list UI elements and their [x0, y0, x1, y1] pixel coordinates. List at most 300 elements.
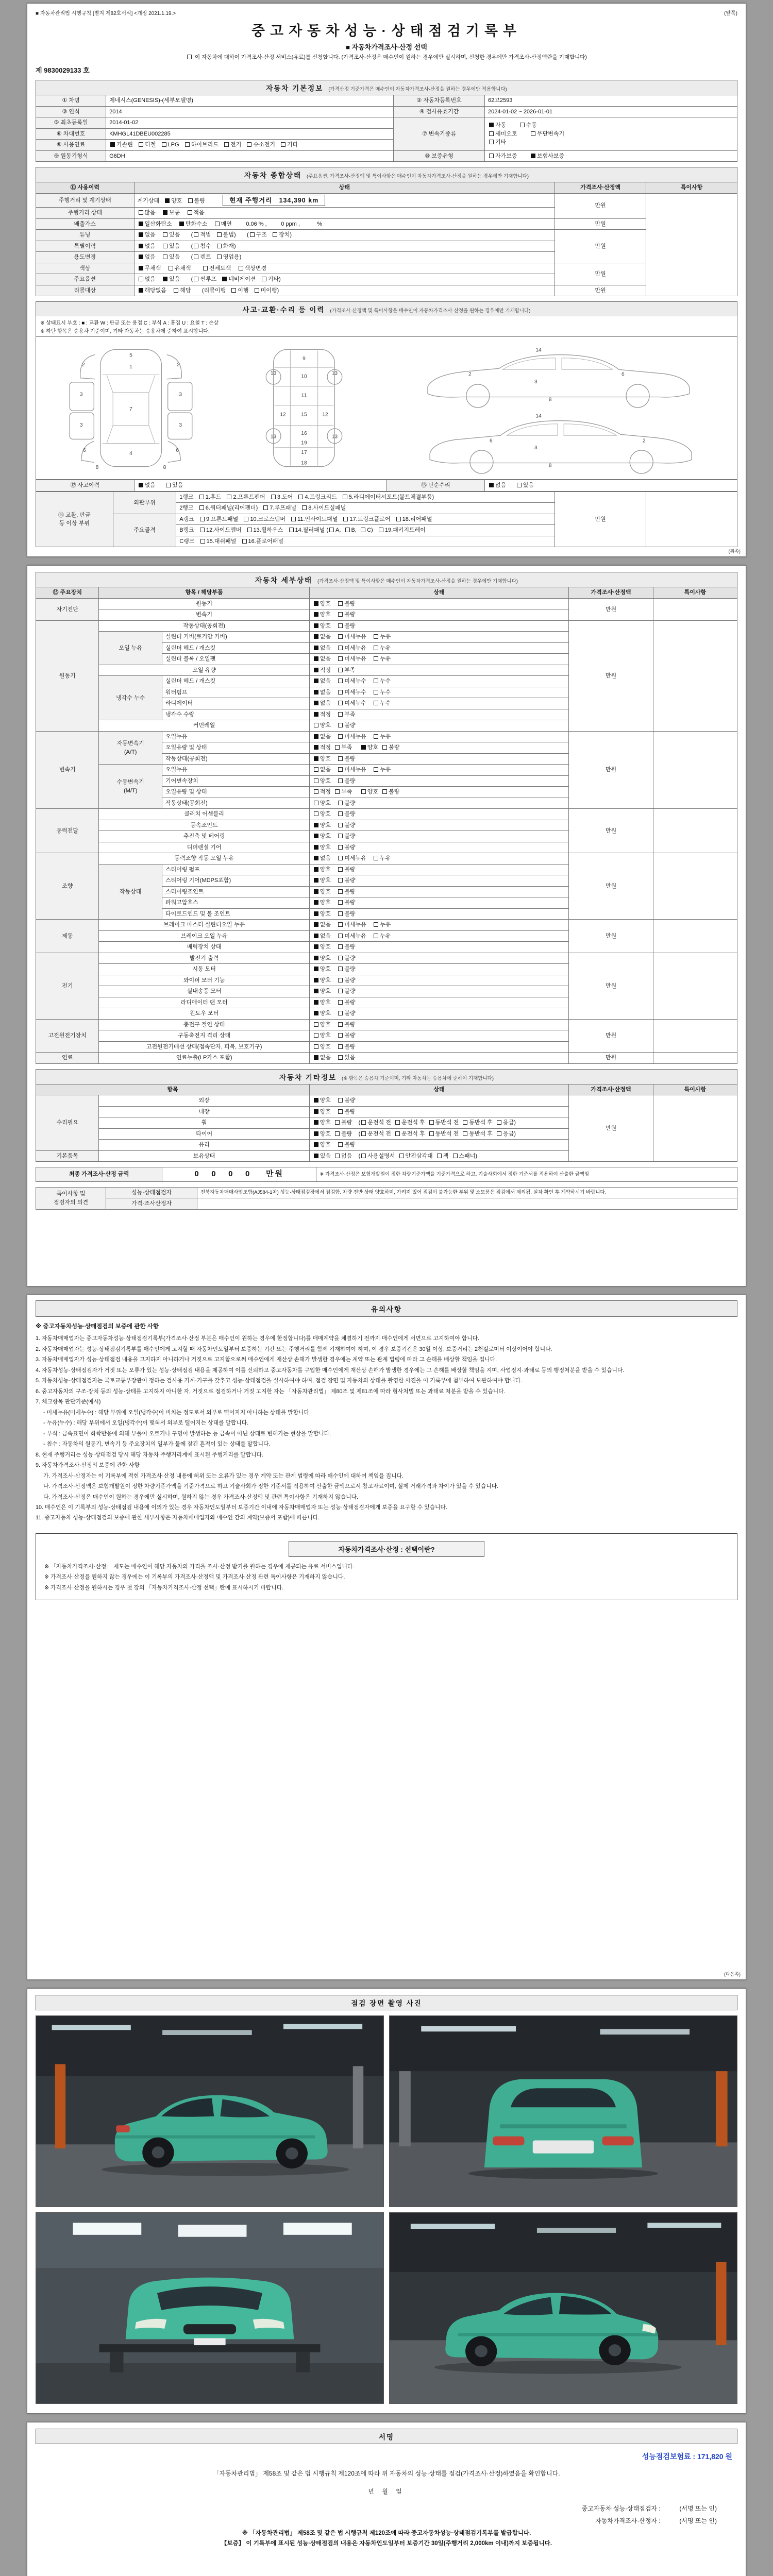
cell: 양호 불량: [309, 953, 569, 964]
etc-info-table: [36, 1084, 737, 1162]
cell: 고전원전기장치: [36, 1019, 99, 1053]
checkbox[interactable]: [217, 232, 222, 237]
checkbox[interactable]: [239, 266, 243, 270]
checkbox[interactable]: [163, 210, 167, 215]
checkbox[interactable]: [338, 823, 343, 827]
checkbox[interactable]: [374, 690, 378, 694]
checkbox[interactable]: [314, 845, 318, 850]
cell: 자기진단: [36, 598, 99, 620]
checkbox[interactable]: [335, 1131, 340, 1136]
checkbox[interactable]: [517, 483, 522, 487]
notice-item: 가. 가격조사·산정자는 이 기록부에 적힌 가격조사·산정 내용에 허위 또는 오류가 있는 경우 계약 또는 관계 법령에 따라 매수인에 대하여 책임을 집니다.: [36, 1472, 404, 1479]
checkbox[interactable]: [224, 142, 229, 147]
table-row: [36, 587, 737, 599]
checkbox[interactable]: [335, 789, 340, 794]
cell: ① 차명: [36, 95, 106, 107]
page-4: [27, 1988, 746, 2414]
checkbox[interactable]: [314, 723, 318, 727]
diagram-part-number: 3: [179, 392, 182, 398]
diagram-part-number: 3: [179, 422, 182, 429]
checkbox[interactable]: [163, 244, 167, 248]
price-survey-info-lines: [36, 1562, 737, 1592]
checkbox[interactable]: [497, 1120, 501, 1125]
checkbox[interactable]: [247, 528, 252, 532]
checkbox[interactable]: [395, 1120, 400, 1125]
notice-item: 8. 현재 주행거리는 성능·상태점검 당시 해당 자동차 주행거리계에 표시된 주행거리를 말합니다.: [36, 1451, 263, 1458]
checkbox[interactable]: [314, 734, 318, 739]
checkbox[interactable]: [314, 668, 318, 672]
cell: 없음 미세누수 누수: [309, 687, 569, 698]
document-title: 중고자동차성능·상태점검기록부: [251, 23, 522, 39]
checkbox[interactable]: [139, 483, 143, 487]
checkbox[interactable]: [289, 528, 294, 532]
inspector-seal-label: (서명 또는 인): [679, 2505, 717, 2513]
cell: 62고2593: [485, 95, 737, 107]
checkbox[interactable]: [242, 539, 247, 544]
cell: 없음 있음: [485, 480, 737, 492]
checkbox[interactable]: [338, 900, 343, 905]
checkbox[interactable]: [314, 911, 318, 916]
checkbox[interactable]: [314, 745, 318, 750]
page-3: [27, 1295, 746, 1980]
checkbox[interactable]: [374, 934, 378, 938]
checkbox[interactable]: [374, 701, 378, 705]
checkbox[interactable]: [335, 745, 340, 750]
checkbox[interactable]: [338, 646, 343, 650]
checkbox[interactable]: [314, 1120, 318, 1125]
checkbox[interactable]: [162, 142, 166, 147]
diagram-part-number: 6: [176, 448, 179, 454]
checkbox[interactable]: [314, 811, 318, 816]
checkbox[interactable]: [217, 244, 222, 248]
checkbox[interactable]: [139, 232, 143, 237]
cell: 만원: [555, 193, 646, 218]
checkbox[interactable]: [244, 517, 248, 521]
checkbox[interactable]: [374, 922, 378, 927]
car-diagram-underbody: [227, 342, 381, 474]
cell: 특이사항 및 점검자의 의견: [36, 1187, 106, 1209]
cell: 작동상태(공회전): [99, 620, 309, 632]
checkbox[interactable]: [314, 789, 318, 794]
checkbox[interactable]: [379, 528, 383, 532]
diagram-part-number: 9: [303, 356, 306, 362]
checkbox[interactable]: [215, 222, 220, 226]
checkbox[interactable]: [338, 1142, 343, 1147]
checkbox[interactable]: [314, 834, 318, 838]
checkbox[interactable]: [338, 944, 343, 949]
notice-item: 10. 매수인은 이 기록부의 성능·상태점검 내용에 이의가 있는 경우 자동차인도일부터 보증기간 이내에 자동차매매업자 또는 성능·상태점검자에게 보증을 요구할 수 있습니다.: [36, 1504, 447, 1511]
inspection-photo-4-image: [390, 2213, 737, 2403]
overall-condition-table: [36, 182, 737, 296]
checkbox[interactable]: [463, 1120, 467, 1125]
checkbox[interactable]: [200, 539, 205, 544]
cell: 구동축전지 격리 상태: [99, 1030, 309, 1042]
checkbox[interactable]: [361, 528, 365, 532]
cell: 유리: [99, 1140, 309, 1151]
checkbox[interactable]: [314, 679, 318, 683]
cell: 일산화탄소 탄화수소 매연 0.06 % , 0 ppm , %: [134, 218, 555, 230]
section-note-overall: (주요옵션, 가격조사·산정액 및 특이사항은 매수인이 자동차가격조사·산정을 원하는 경우에만 기재합니다): [307, 174, 529, 179]
checkbox[interactable]: [314, 967, 318, 971]
cell: 양호 불량: [309, 809, 569, 820]
checkbox[interactable]: [194, 232, 198, 237]
checkbox[interactable]: [489, 483, 494, 487]
checkbox[interactable]: [520, 123, 525, 127]
checkbox[interactable]: [497, 1131, 501, 1136]
checkbox[interactable]: [329, 528, 334, 532]
checkbox[interactable]: [314, 623, 318, 628]
checkbox[interactable]: [338, 889, 343, 894]
checkbox[interactable]: [338, 612, 343, 617]
checkbox[interactable]: [139, 222, 143, 226]
cell: B랭크 12.사이드멤버 13.휠하우스 14.필러패널 ( A, B, C) 19.패키지트레이: [176, 525, 555, 536]
checkbox[interactable]: [374, 656, 378, 661]
cell: 실린더 헤드 / 개스킷: [162, 676, 309, 687]
checkbox[interactable]: [361, 745, 366, 750]
checkbox[interactable]: [338, 911, 343, 916]
checkbox[interactable]: [338, 634, 343, 639]
table-row: [36, 285, 737, 296]
cell: 브레이크 오일 누유: [99, 930, 309, 942]
checkbox[interactable]: [314, 646, 318, 650]
cell: 없음 미세누유 누유: [309, 654, 569, 665]
sign-row-inspector: [56, 2504, 717, 2513]
diagram-part-number: 17: [301, 450, 307, 456]
checkbox[interactable]: [338, 601, 343, 606]
checkbox[interactable]: [338, 712, 343, 717]
checkbox[interactable]: [489, 131, 494, 136]
checkbox[interactable]: [255, 288, 259, 293]
checkbox[interactable]: [314, 944, 318, 949]
checkbox[interactable]: [429, 1120, 434, 1125]
section-note-accident: (가격조사·산정액 및 특이사항은 매수인이 자동차가격조사·산정을 원하는 경우에만 기재합니다): [330, 308, 531, 314]
cell: ※ 가격조사·산정은 보험개발원이 정한 차량기준가액을 기준가격으로 하고, 기술사회에서 정한 기준서를 적용하여 산출한 금액임: [316, 1167, 737, 1182]
checkbox[interactable]: [139, 142, 143, 147]
checkbox[interactable]: [335, 1120, 340, 1125]
checkbox[interactable]: [338, 1044, 343, 1049]
checkbox[interactable]: [314, 778, 318, 783]
checkbox[interactable]: [374, 679, 378, 683]
checkbox[interactable]: [194, 244, 198, 248]
checkbox[interactable]: [382, 745, 387, 750]
checkbox[interactable]: [314, 978, 318, 982]
page-5: [27, 2422, 746, 2576]
accident-legend-note: ※ 하단 항목은 승용차 기준이며, 기타 자동차는 승용차에 준하여 표시합니다.: [40, 329, 210, 335]
checkbox[interactable]: [314, 1154, 318, 1158]
checkbox[interactable]: [453, 1154, 458, 1158]
table-row: [36, 1198, 737, 1210]
checkbox[interactable]: [314, 922, 318, 927]
checkbox[interactable]: [200, 517, 205, 521]
overall-condition-table-grid: [36, 182, 737, 296]
checkbox[interactable]: [194, 277, 198, 281]
checkbox[interactable]: [343, 495, 347, 499]
checkbox[interactable]: [200, 528, 205, 532]
checkbox[interactable]: [463, 1131, 467, 1136]
checkbox[interactable]: [217, 255, 222, 259]
checkbox[interactable]: [314, 1109, 318, 1114]
checkbox[interactable]: [163, 232, 167, 237]
checkbox[interactable]: [338, 922, 343, 927]
checkbox[interactable]: [314, 867, 318, 872]
checkbox[interactable]: [429, 1131, 434, 1136]
checkbox[interactable]: [139, 266, 143, 270]
notice-item: 다. 가격조사·산정은 매수인이 원하는 경우에만 실시하며, 원하지 않는 경우 가격조사·산정액 및 관련 특이사항은 기재하지 않습니다.: [36, 1494, 358, 1500]
checkbox[interactable]: [163, 277, 167, 281]
checkbox[interactable]: [338, 723, 343, 727]
checkbox[interactable]: [247, 142, 251, 147]
cell: 없음 미세누유 누유: [309, 853, 569, 865]
checkbox[interactable]: [338, 811, 343, 816]
checkbox[interactable]: [227, 495, 231, 499]
cell: 기본품목: [36, 1150, 99, 1162]
checkbox[interactable]: [374, 767, 378, 772]
checkbox[interactable]: [314, 690, 318, 694]
cell: 양호 불량: [309, 986, 569, 997]
checkbox[interactable]: [314, 989, 318, 993]
checkbox[interactable]: [374, 634, 378, 639]
cell: [646, 492, 737, 547]
checkbox[interactable]: [399, 1154, 404, 1158]
checkbox[interactable]: [338, 1098, 343, 1103]
checkbox[interactable]: [338, 734, 343, 739]
checkbox[interactable]: [314, 1033, 318, 1038]
cell: 없음 미세누유 누유: [309, 920, 569, 931]
checkbox[interactable]: [314, 1000, 318, 1005]
checkbox[interactable]: [338, 934, 343, 938]
checkbox[interactable]: [338, 845, 343, 850]
checkbox[interactable]: [395, 1131, 400, 1136]
checkbox[interactable]: [165, 198, 170, 203]
checkbox[interactable]: [314, 934, 318, 938]
cell: 조향: [36, 853, 99, 920]
checkbox[interactable]: [396, 517, 401, 521]
checkbox[interactable]: [139, 277, 143, 281]
checkbox[interactable]: [203, 266, 208, 270]
inspection-photos-grid: [36, 2015, 737, 2404]
checkbox[interactable]: [314, 801, 318, 805]
checkbox[interactable]: [335, 1154, 340, 1158]
checkbox[interactable]: [281, 142, 285, 147]
diagram-part-number: 13: [270, 434, 277, 440]
checkbox[interactable]: [263, 505, 268, 510]
checkbox[interactable]: [222, 277, 227, 281]
table-row: [36, 218, 737, 230]
checkbox[interactable]: [338, 856, 343, 860]
checkbox[interactable]: [139, 244, 143, 248]
checkbox[interactable]: [314, 601, 318, 606]
checkbox[interactable]: [314, 756, 318, 761]
inspector-signer-label: 중고자동차 성능·상태점검자 :: [581, 2505, 661, 2513]
checkbox[interactable]: [314, 1098, 318, 1103]
checkbox[interactable]: [338, 867, 343, 872]
checkbox[interactable]: [169, 266, 173, 270]
checkbox[interactable]: [338, 978, 343, 982]
checkbox[interactable]: [338, 656, 343, 661]
checkbox[interactable]: [338, 701, 343, 705]
checkbox[interactable]: [139, 255, 143, 259]
cell: 무채색 유채색 전체도색 색상변경: [134, 263, 555, 274]
cell: 충전구 절연 상태: [99, 1019, 309, 1030]
diagram-part-number: 3: [534, 379, 537, 385]
checkbox[interactable]: [338, 1033, 343, 1038]
checkbox[interactable]: [361, 1120, 366, 1125]
cell: 만원: [555, 230, 646, 263]
form-topline: [36, 9, 737, 16]
cell: 자가보증 보험사보증: [485, 150, 737, 162]
checkbox[interactable]: [199, 505, 204, 510]
checkbox[interactable]: [437, 1154, 442, 1158]
checkbox[interactable]: [338, 956, 343, 960]
section-title-photos: 점검 장면 촬영 사진: [351, 1999, 422, 2008]
checkbox[interactable]: [338, 679, 343, 683]
checkbox[interactable]: [338, 834, 343, 838]
checkbox[interactable]: [314, 634, 318, 639]
notice-item: - 부식 : 금속표면이 화학반응에 의해 부풀어 오르거나 구멍이 발생하는 등 금속이 아닌 상태로 변해가는 현상을 말합니다.: [36, 1430, 331, 1437]
cell: 만원: [569, 1095, 653, 1162]
checkbox[interactable]: [382, 789, 387, 794]
checkbox[interactable]: [185, 142, 190, 147]
cell: 주요옵션: [36, 274, 135, 285]
checkbox[interactable]: [531, 131, 535, 136]
checkbox[interactable]: [174, 288, 178, 293]
checkbox[interactable]: [314, 823, 318, 827]
checkbox[interactable]: [302, 505, 307, 510]
appraiser-signer-label: 자동차가격조사·산정자 :: [595, 2517, 661, 2525]
notice-item: 3. 자동차매매업자가 성능·상태점검 내용을 고지하지 아니하거나 거짓으로 고지함으로써 매수인에게 재산상 손해가 발생한 경우에는 계약 또는 관계 법령에 따라 그 손해를 배상할 책임을 집니다.: [36, 1357, 497, 1363]
checkbox[interactable]: [343, 517, 348, 521]
cell: 커먼레일: [99, 720, 309, 732]
checkbox[interactable]: [338, 989, 343, 993]
cell: 양호 불량: [309, 798, 569, 809]
checkbox[interactable]: [110, 142, 115, 147]
checkbox[interactable]: [338, 623, 343, 628]
checkbox[interactable]: [262, 277, 266, 281]
cell: 용도변경: [36, 252, 135, 263]
checkbox[interactable]: [314, 1131, 318, 1136]
checkbox[interactable]: [314, 767, 318, 772]
sign-legal-line-1: ※ 「자동차관리법」 제58조 및 같은 법 시행규칙 제120조에 따라 중고자동차성능·상태점검기록부를 발급합니다.: [242, 2530, 531, 2537]
cell: 만원: [569, 1053, 653, 1064]
diagram-part-number: 2: [81, 362, 85, 368]
checkbox[interactable]: [338, 668, 343, 672]
checkbox[interactable]: [338, 1055, 343, 1060]
checkbox[interactable]: [139, 210, 143, 215]
checkbox[interactable]: [531, 154, 535, 158]
checkbox[interactable]: [374, 856, 378, 860]
checkbox[interactable]: [489, 140, 494, 144]
cell: G6DH: [106, 150, 394, 162]
checkbox[interactable]: [179, 222, 184, 226]
notice-item: 11. 중고자동차 성능·상태점검의 보증에 관한 세부사항은 자동차매매업자와 매수인 간의 계약(보증서 포함)에 따릅니다.: [36, 1515, 320, 1521]
checkbox[interactable]: [338, 967, 343, 971]
checkbox[interactable]: [166, 483, 171, 487]
cell: 만원: [555, 218, 646, 230]
checkbox[interactable]: [489, 123, 494, 127]
checkbox[interactable]: [314, 1142, 318, 1147]
checkbox[interactable]: [188, 198, 193, 203]
cell: 만원: [569, 1019, 653, 1053]
checkbox[interactable]: [314, 856, 318, 860]
cell: 실내송풍 모터: [99, 986, 309, 997]
cell: 없음 미세누수 누수: [309, 676, 569, 687]
checkbox[interactable]: [314, 878, 318, 883]
checkbox[interactable]: [314, 1055, 318, 1060]
checkbox[interactable]: [374, 646, 378, 650]
notice-item: - 침수 : 자동차의 원동기, 변속기 등 주요장치의 일부가 물에 잠긴 흔적이 있는 상태를 말합니다.: [36, 1441, 271, 1448]
cell: [653, 1019, 737, 1053]
cell: 양호 불량: [309, 1106, 569, 1117]
checkbox[interactable]: [188, 210, 192, 215]
price-select-checkbox[interactable]: [187, 55, 192, 59]
checkbox[interactable]: [139, 288, 143, 293]
checkbox[interactable]: [361, 1154, 366, 1158]
checkbox[interactable]: [199, 495, 204, 499]
cell: 양호 불량: [309, 609, 569, 621]
checkbox[interactable]: [314, 1022, 318, 1027]
checkbox[interactable]: [338, 756, 343, 761]
checkbox[interactable]: [314, 712, 318, 717]
checkbox[interactable]: [338, 878, 343, 883]
checkbox[interactable]: [361, 1131, 366, 1136]
cell: 배출가스: [36, 218, 135, 230]
checkbox[interactable]: [194, 255, 198, 259]
checkbox[interactable]: [314, 656, 318, 661]
checkbox[interactable]: [314, 701, 318, 705]
checkbox[interactable]: [250, 232, 255, 237]
checkbox[interactable]: [314, 1011, 318, 1015]
checkbox[interactable]: [338, 1109, 343, 1114]
checkbox[interactable]: [231, 288, 236, 293]
checkbox[interactable]: [271, 495, 276, 499]
checkbox[interactable]: [345, 528, 350, 532]
cell: [653, 809, 737, 853]
checkbox[interactable]: [314, 612, 318, 617]
diagram-part-number: 8: [548, 463, 552, 469]
cell: 양호 불량: [309, 1030, 569, 1042]
checkbox[interactable]: [374, 734, 378, 739]
car-diagram-exterior: [54, 342, 208, 474]
checkbox[interactable]: [489, 154, 494, 158]
notice-subtitle: ※ 중고자동차성능·상태점검의 보증에 관한 사항: [36, 1324, 159, 1330]
checkbox[interactable]: [273, 232, 277, 237]
checkbox[interactable]: [314, 889, 318, 894]
price-select-title: ■ 자동차가격조사·산정 선택: [346, 43, 427, 51]
checkbox[interactable]: [314, 1044, 318, 1049]
checkbox[interactable]: [338, 1022, 343, 1027]
checkbox[interactable]: [314, 956, 318, 960]
checkbox[interactable]: [338, 690, 343, 694]
checkbox[interactable]: [338, 1011, 343, 1015]
checkbox[interactable]: [338, 1000, 343, 1005]
price-survey-info-line: ※ 가격조사·산정을 원하지 않는 경우에는 이 기록부의 가격조사·산정액 및 가격조사·산정 관련 특이사항은 기재하지 않습니다.: [44, 1574, 345, 1581]
page-side-label: (앞쪽): [724, 11, 737, 16]
checkbox[interactable]: [338, 767, 343, 772]
checkbox[interactable]: [338, 801, 343, 805]
cell: 상태: [309, 1084, 569, 1095]
section-note-basic: (가격산정 기준가격은 매수인이 자동차가격조사·산정을 원하는 경우에만 적용합니다): [328, 87, 507, 92]
table-row: [36, 150, 737, 162]
checkbox[interactable]: [314, 900, 318, 905]
checkbox[interactable]: [361, 789, 366, 794]
diagram-part-number: 12: [322, 412, 328, 418]
notice-item: 6. 중고자동차의 구조·장치 등의 성능·상태를 고지하지 아니한 자, 거짓으로 점검하거나 거짓 고지한 자는 「자동차관리법」 제80조 및 제81조에 따라 형사처벌 또는 과태료 처분을 받을 수 있습니다.: [36, 1388, 506, 1395]
checkbox[interactable]: [338, 778, 343, 783]
checkbox[interactable]: [291, 517, 296, 521]
checkbox[interactable]: [298, 495, 303, 499]
checkbox[interactable]: [163, 255, 167, 259]
cell: 변속기: [36, 731, 99, 809]
